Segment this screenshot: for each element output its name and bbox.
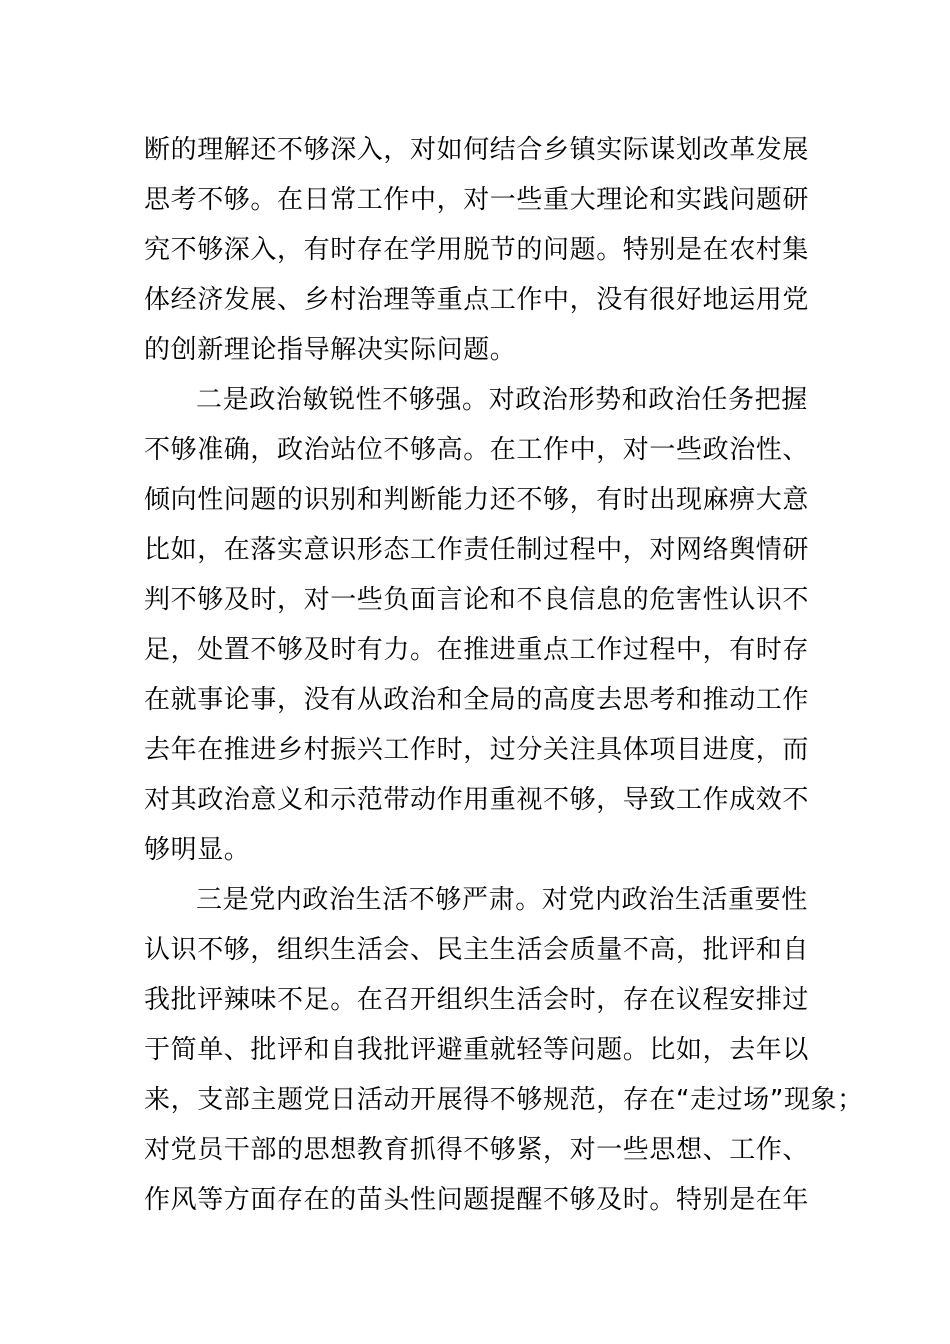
text-line: 对党员干部的思想教育抓得不够紧，对一些思想、工作、 — [144, 1135, 810, 1165]
text-line: 体经济发展、乡村治理等重点工作中，没有很好地运用党 — [144, 285, 810, 315]
text-line: 认识不够，组织生活会、民主生活会质量不高，批评和自 — [144, 935, 810, 965]
text-line: 断的理解还不够深入，对如何结合乡镇实际谋划改革发展 — [144, 135, 810, 165]
text-line: 倾向性问题的识别和判断能力还不够，有时出现麻痹大意 — [144, 485, 810, 515]
text-line: 的创新理论指导解决实际问题。 — [144, 335, 517, 365]
text-line: 对其政治意义和示范带动作用重视不够，导致工作成效不 — [144, 785, 810, 815]
text-line: 比如，在落实意识形态工作责任制过程中，对网络舆情研 — [144, 535, 810, 565]
text-line: 不够准确，政治站位不够高。在工作中，对一些政治性、 — [144, 435, 810, 465]
paragraph-start-line: 二是政治敏锐性不够强。对政治形势和政治任务把握 — [196, 385, 808, 415]
text-line: 足，处置不够及时有力。在推进重点工作过程中，有时存 — [144, 635, 810, 665]
text-line: 去年在推进乡村振兴工作时，过分关注具体项目进度，而 — [144, 735, 810, 765]
paragraph-start-line: 三是党内政治生活不够严肃。对党内政治生活重要性 — [196, 885, 808, 915]
text-line: 于简单、批评和自我批评避重就轻等问题。比如，去年以 — [144, 1035, 810, 1065]
text-line: 我批评辣味不足。在召开组织生活会时，存在议程安排过 — [144, 985, 810, 1015]
text-line: 思考不够。在日常工作中，对一些重大理论和实践问题研 — [144, 185, 810, 215]
text-line: 来，支部主题党日活动开展得不够规范，存在“走过场”现象； — [144, 1085, 864, 1115]
text-line: 作风等方面存在的苗头性问题提醒不够及时。特别是在年 — [144, 1185, 810, 1215]
text-line: 究不够深入，有时存在学用脱节的问题。特别是在农村集 — [144, 235, 810, 265]
text-line: 够明显。 — [144, 835, 251, 865]
text-line: 在就事论事，没有从政治和全局的高度去思考和推动工作 — [144, 685, 810, 715]
text-line: 判不够及时，对一些负面言论和不良信息的危害性认识不 — [144, 585, 810, 615]
